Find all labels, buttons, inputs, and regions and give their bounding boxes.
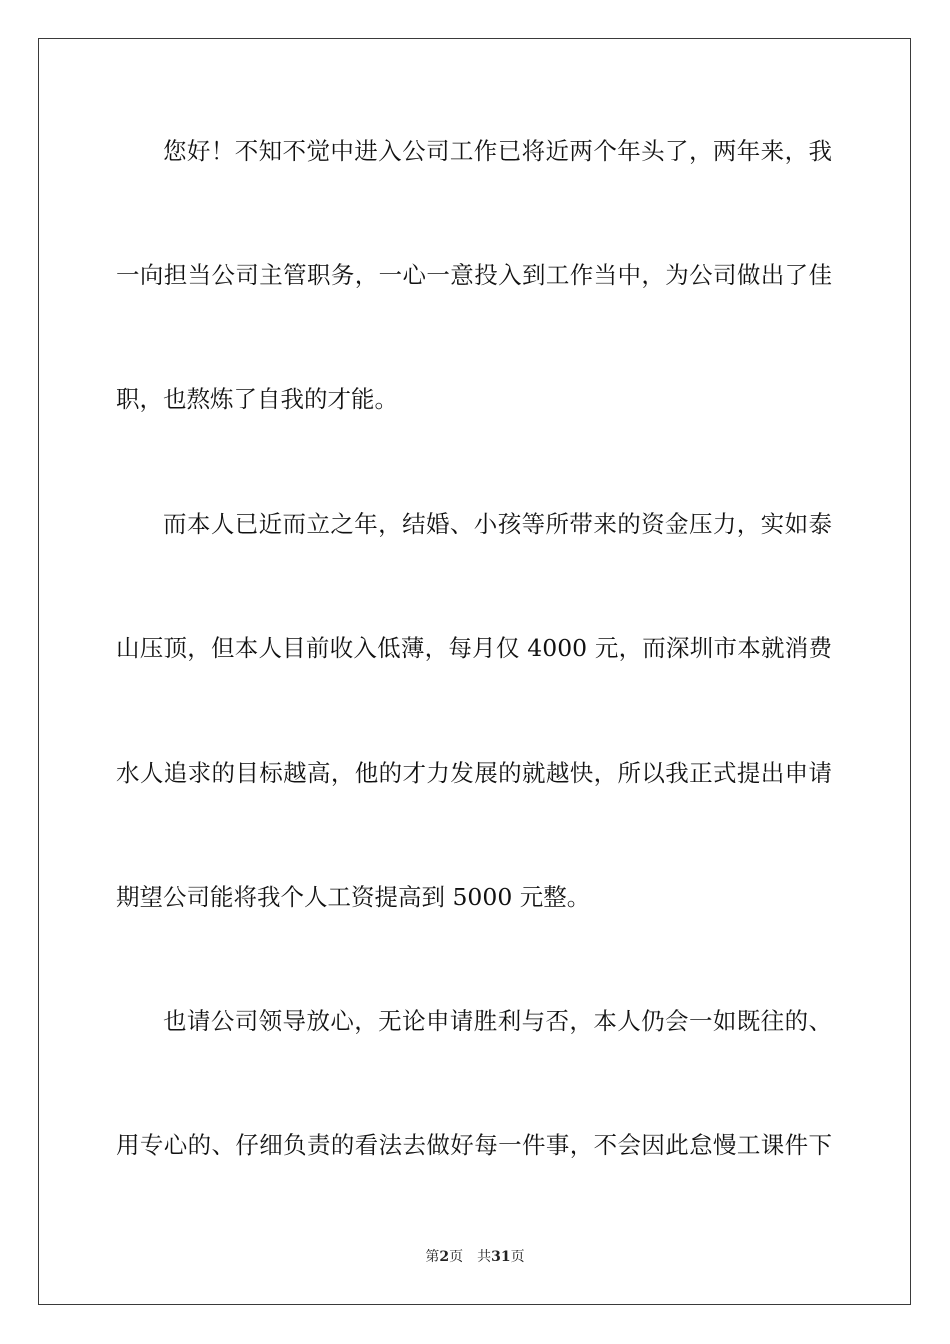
paragraph-2-line-2: 山压顶，但本人目前收入低薄，每月仅 4000 元，而深圳市本就消费: [116, 634, 832, 662]
paragraph-2-line-3: 水人追求的目标越高，他的才力发展的就越快，所以我正式提出申请: [116, 759, 832, 787]
page-frame: [38, 38, 911, 1305]
paragraph-1-line-2: 一向担当公司主管职务，一心一意投入到工作当中，为公司做出了佳: [116, 261, 832, 289]
total-pages: 31: [491, 1249, 511, 1265]
total-suffix: 页: [510, 1249, 525, 1265]
paragraph-3-line-2: 用专心的、仔细负责的看法去做好每一件事，不会因此怠慢工课件下: [116, 1131, 832, 1159]
paragraph-2-line-4: 期望公司能将我个人工资提高到 5000 元整。: [116, 883, 591, 911]
paragraph-2-line-1: 而本人已近而立之年，结婚、小孩等所带来的资金压力，实如泰: [163, 510, 832, 538]
paragraph-1-line-3: 职，也熬炼了自我的才能。: [116, 385, 398, 413]
total-prefix: 共: [477, 1249, 492, 1265]
paragraph-3-line-1: 也请公司领导放心，无论申请胜利与否，本人仍会一如既往的、: [163, 1007, 832, 1035]
page-prefix: 第: [425, 1249, 440, 1265]
paragraph-1-line-1: 您好！不知不觉中进入公司工作已将近两个年头了，两年来，我: [163, 137, 832, 165]
page-suffix: 页: [449, 1249, 464, 1265]
page-number: 2: [439, 1249, 450, 1265]
page-footer: [0, 1246, 950, 1266]
